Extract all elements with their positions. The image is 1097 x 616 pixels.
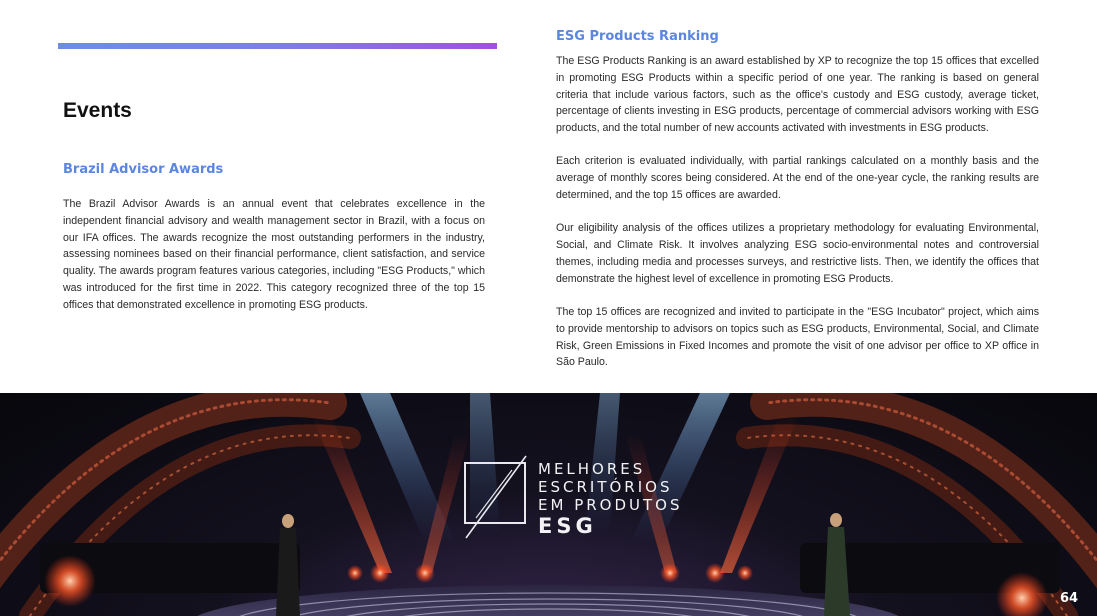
- esg-ranking-paragraph: The top 15 offices are recognized and invited to participate in the "ESG Incubator" project, which aims to provide mentorship to advisors on topics such as ESG products, Environmental, Social, and Climate Risk, Green Emissions in Fixed Incomes and promote the visit of one advisor per office to XP office in São Paulo.: [556, 306, 1039, 369]
- esg-ranking-paragraph: The ESG Products Ranking is an award established by XP to recognize the top 15 offices that excelled in promoting ESG Products within a specific period of one year. The ranking is based on general criteria that include various factors, such as the office's custody and ESG custody, average ticket, percentage of clients investing in ESG products, percentage of commercial advisors working with ESG products, and the total number of new accounts activated with investments in ESG products.: [556, 55, 1039, 135]
- esg-awards-logo: [464, 456, 704, 541]
- esg-ranking-paragraph: Each criterion is evaluated individually, with partial rankings calculated on a monthly basis and the average of monthly scores being considered. At the end of the one-year cycle, the ranking results are determined, and the top 15 offices are awarded.: [556, 155, 1039, 202]
- brazil-awards-body: The Brazil Advisor Awards is an annual event that celebrates excellence in the independent financial advisory and wealth management sector in Brazil, with a focus on our IFA offices. The awards recognize the most outstanding performers in the industry, assessing nominees based on their financial performance, client satisfaction, and service quality. The awards program features various categories, including "ESG Products," which was introduced for the first time in 2022. This category recognized three of the top 15 offices that demonstrated excellence in promoting ESG products.: [63, 198, 485, 311]
- logo-frame-icon: [464, 462, 526, 524]
- esg-ranking-block: [556, 29, 1039, 388]
- esg-ranking-paragraph: Our eligibility analysis of the offices utilizes a proprietary methodology for evaluating Environmental, Social, and Climate Risk. It involves analyzing ESG socio-environmental notes and controversial themes, including media and processes surveys, and restrictive lists. Then, we identify the offices that demonstrate the highest level of excellence in promoting ESG Products.: [556, 222, 1039, 285]
- brazil-awards-heading: Brazil Advisor Awards: [63, 162, 224, 177]
- logo-line-3: EM PRODUTOS: [538, 496, 683, 514]
- section-title: Events: [63, 99, 132, 122]
- brazil-awards-block: [63, 162, 485, 314]
- logo-line-1: MELHORES: [538, 460, 646, 478]
- esg-ranking-heading: ESG Products Ranking: [556, 29, 719, 44]
- logo-line-4: ESG: [538, 514, 597, 538]
- logo-line-2: ESCRITÓRIOS: [538, 478, 673, 496]
- logo-wordmark: [538, 460, 682, 538]
- page-number: 64: [1059, 591, 1079, 606]
- accent-gradient-bar: [58, 43, 497, 49]
